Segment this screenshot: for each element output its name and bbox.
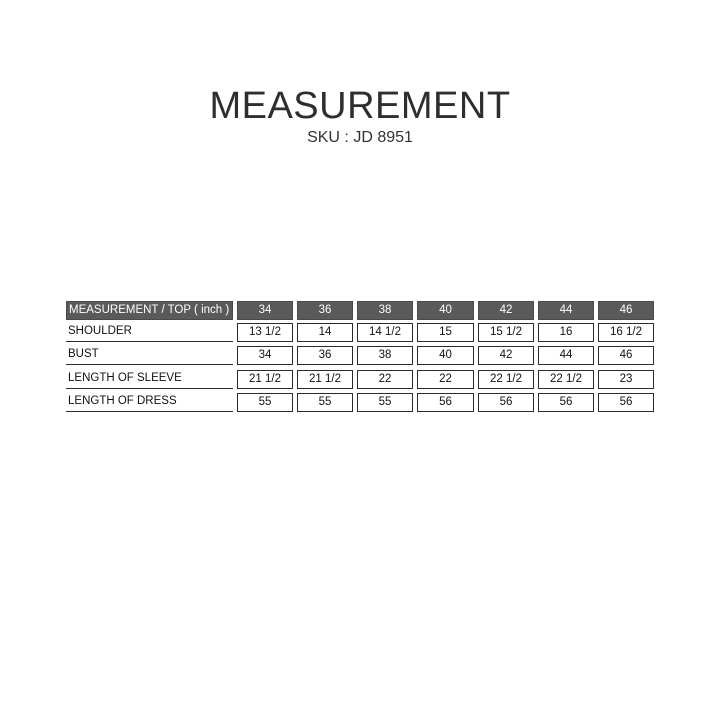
sku-label: SKU : JD 8951	[307, 129, 413, 146]
table-cell: 55	[297, 393, 353, 412]
page-title: MEASUREMENT	[209, 85, 511, 127]
table-cell: 55	[237, 393, 293, 412]
size-header: 44	[538, 301, 594, 320]
size-header: 38	[357, 301, 413, 320]
size-header: 42	[478, 301, 534, 320]
row-label-length-of-sleeve: LENGTH OF SLEEVE	[66, 370, 233, 389]
table-cell: 56	[598, 393, 654, 412]
table-cell: 56	[538, 393, 594, 412]
size-header: 46	[598, 301, 654, 320]
row-label-shoulder: SHOULDER	[66, 323, 233, 342]
table-cell: 42	[478, 346, 534, 365]
table-cell: 55	[357, 393, 413, 412]
table-cell: 44	[538, 346, 594, 365]
table-cell: 14 1/2	[357, 323, 413, 342]
table-corner-label: MEASUREMENT / TOP ( inch )	[66, 301, 233, 320]
table-cell: 36	[297, 346, 353, 365]
size-header: 36	[297, 301, 353, 320]
table-cell: 46	[598, 346, 654, 365]
table-cell: 13 1/2	[237, 323, 293, 342]
table-cell: 23	[598, 370, 654, 389]
table-cell: 15 1/2	[478, 323, 534, 342]
row-label-bust: BUST	[66, 346, 233, 365]
row-label-length-of-dress: LENGTH OF DRESS	[66, 393, 233, 412]
table-cell: 22	[417, 370, 474, 389]
table-cell: 15	[417, 323, 474, 342]
table-cell: 38	[357, 346, 413, 365]
table-cell: 56	[417, 393, 474, 412]
table-cell: 56	[478, 393, 534, 412]
table-cell: 22	[357, 370, 413, 389]
table-cell: 40	[417, 346, 474, 365]
table-cell: 16	[538, 323, 594, 342]
size-header: 40	[417, 301, 474, 320]
table-cell: 14	[297, 323, 353, 342]
table-cell: 16 1/2	[598, 323, 654, 342]
table-cell: 21 1/2	[297, 370, 353, 389]
table-cell: 22 1/2	[478, 370, 534, 389]
size-header: 34	[237, 301, 293, 320]
table-cell: 21 1/2	[237, 370, 293, 389]
table-cell: 34	[237, 346, 293, 365]
table-cell: 22 1/2	[538, 370, 594, 389]
